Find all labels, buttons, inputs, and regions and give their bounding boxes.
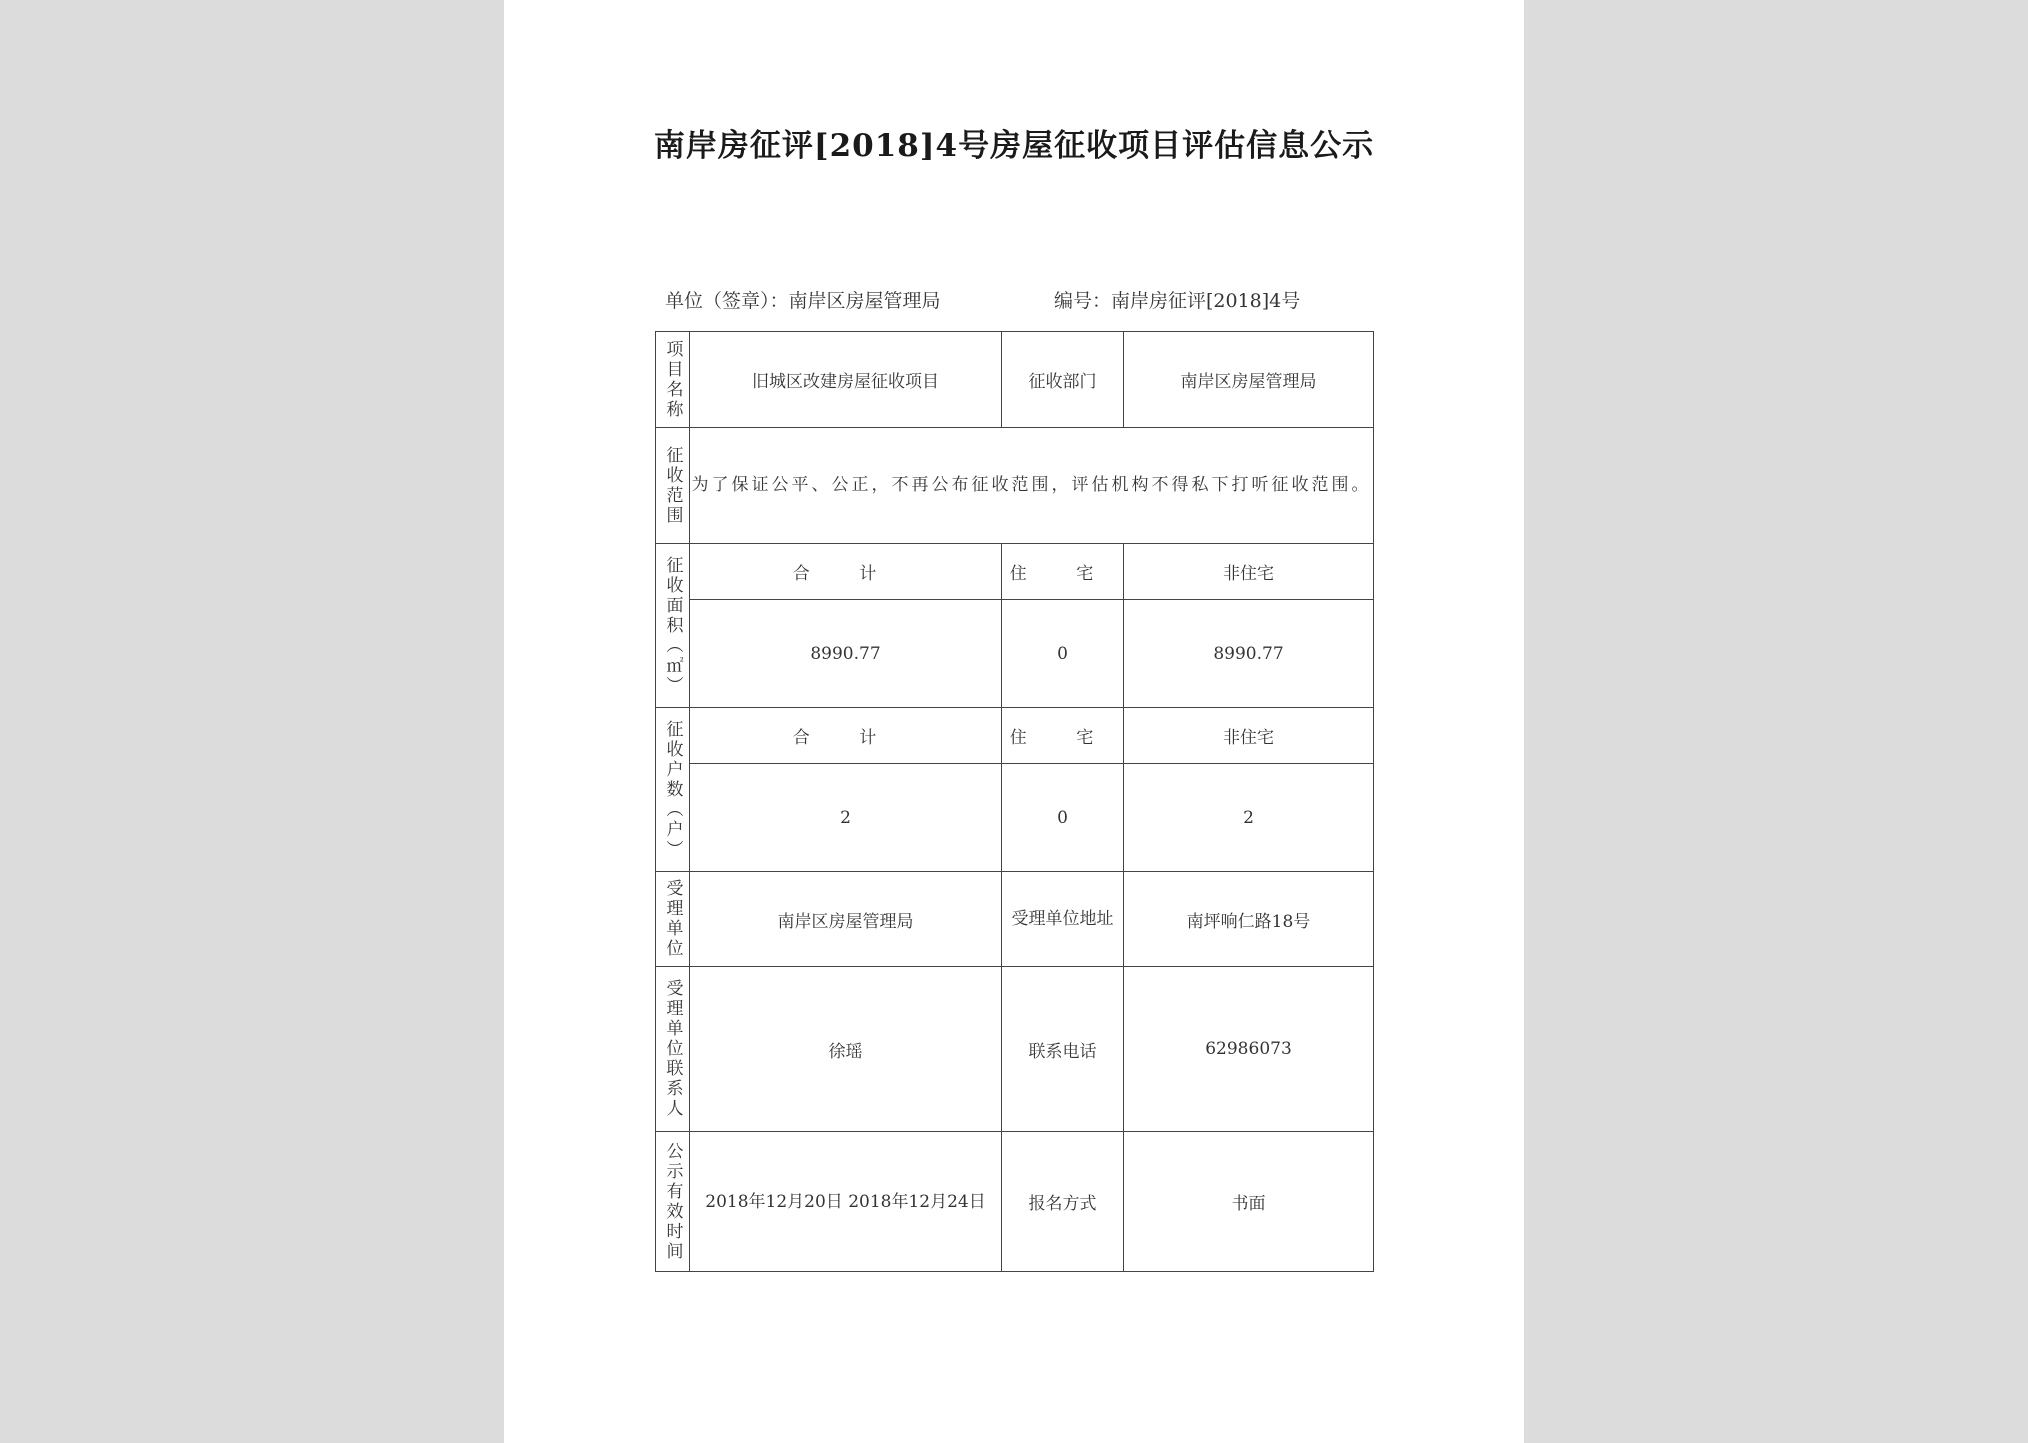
label-receiver-address: 受理单位地址 [1002,872,1124,967]
households-col-residential: 住 宅 [1002,708,1124,764]
issuing-unit: 单位（签章）：南岸区房屋管理局 [665,290,941,312]
value-receiver: 南岸区房屋管理局 [690,872,1002,967]
value-receiver-address: 南坪响仁路18号 [1124,872,1374,967]
area-residential: 0 [1002,600,1124,708]
households-col-nonresidential: 非住宅 [1124,708,1374,764]
label-project: 项目名称 [656,332,690,428]
label-dept: 征收部门 [1002,332,1124,428]
document-number: 编号：南岸房征评[2018]4号 [1054,290,1301,312]
households-residential: 0 [1002,764,1124,872]
value-phone: 62986073 [1124,967,1374,1132]
label-receiver: 受理单位 [656,872,690,967]
area-col-total: 合 计 [690,544,1002,600]
row-households-header [656,708,1374,764]
value-period: 2018年12月20日 2018年12月24日 [690,1132,1002,1272]
households-total: 2 [690,764,1002,872]
document-page [504,0,1524,1443]
value-scope: 为了保证公平、公正，不再公布征收范围，评估机构不得私下打听征收范围。 [690,428,1374,544]
value-contact: 徐瑶 [690,967,1002,1132]
area-col-nonresidential: 非住宅 [1124,544,1374,600]
label-method: 报名方式 [1002,1132,1124,1272]
label-period: 公示有效时间 [656,1132,690,1272]
page-title: 南岸房征评[2018]4号房屋征收项目评估信息公示 [653,128,1375,164]
label-households: 征收户数（户） [656,708,690,872]
area-col-residential: 住 宅 [1002,544,1124,600]
row-scope [656,428,1374,544]
households-col-total: 合 计 [690,708,1002,764]
label-phone: 联系电话 [1002,967,1124,1132]
row-period [656,1132,1374,1272]
label-area: 征收面积（㎡） [656,544,690,708]
households-nonresidential: 2 [1124,764,1374,872]
row-area-values [656,600,1374,708]
area-total: 8990.77 [690,600,1002,708]
row-receiver [656,872,1374,967]
row-contact [656,967,1374,1132]
label-scope: 征收范围 [656,428,690,544]
value-project: 旧城区改建房屋征收项目 [690,332,1002,428]
label-contact: 受理单位联系人 [656,967,690,1132]
row-area-header [656,544,1374,600]
value-method: 书面 [1124,1132,1374,1272]
row-project [656,332,1374,428]
area-nonresidential: 8990.77 [1124,600,1374,708]
info-table [655,331,1374,1272]
row-households-values [656,764,1374,872]
value-dept: 南岸区房屋管理局 [1124,332,1374,428]
